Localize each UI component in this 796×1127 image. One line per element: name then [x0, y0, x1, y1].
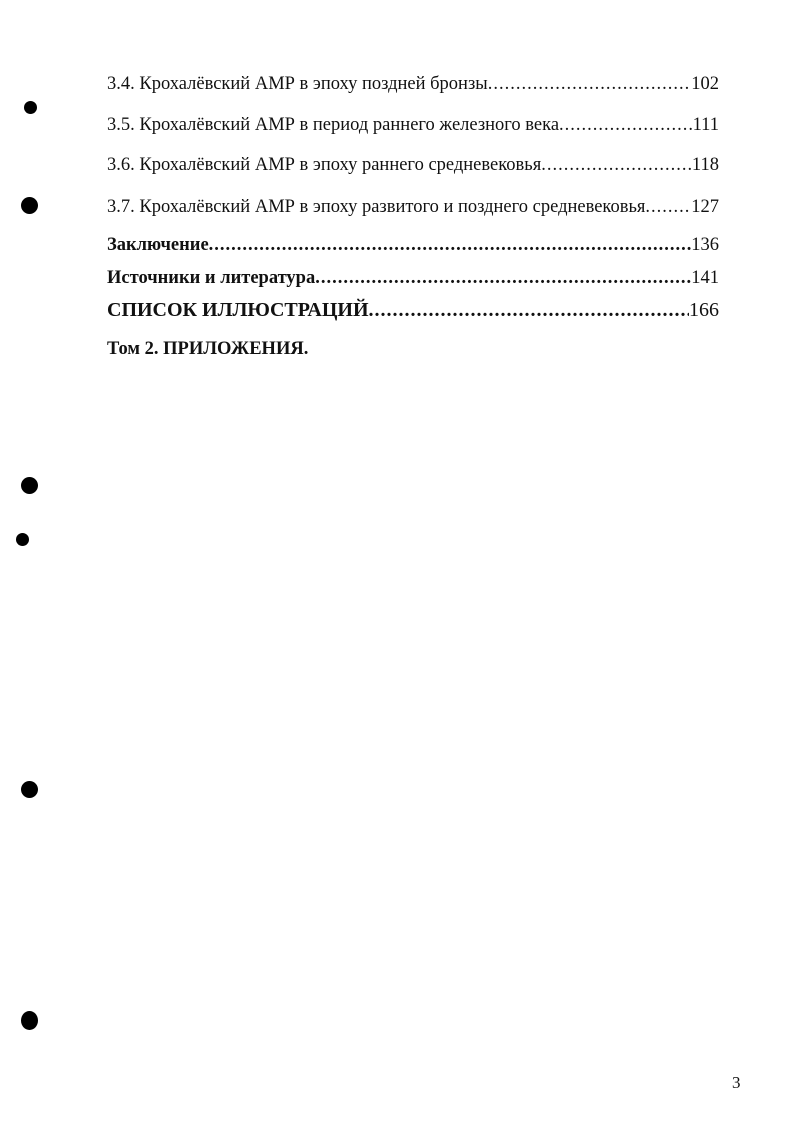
- punch-hole: [21, 1011, 38, 1030]
- page-number: 3: [732, 1073, 741, 1092]
- toc-title: Заключение: [107, 235, 209, 255]
- toc-page: 102: [691, 74, 719, 94]
- dot-leader: [209, 235, 692, 256]
- punch-hole: [21, 197, 38, 214]
- toc-page: 166: [689, 299, 719, 321]
- dot-leader: [541, 155, 692, 176]
- toc-entry: [107, 268, 719, 289]
- toc-title: 3.5. Крохалёвский АМР в период раннего железного века: [107, 115, 560, 135]
- toc-page: 118: [691, 155, 719, 175]
- toc-title: 3.6. Крохалёвский АМР в эпоху раннего средневековья: [107, 155, 542, 175]
- toc-page: 136: [691, 235, 719, 255]
- toc-title: СПИСОК ИЛЛЮСТРАЦИЙ: [107, 299, 369, 321]
- dot-leader: [488, 74, 692, 95]
- toc-title: 3.7. Крохалёвский АМР в эпоху развитого и позднего средневековья: [107, 197, 646, 217]
- dot-leader: [559, 115, 693, 136]
- dot-leader: [645, 197, 691, 218]
- toc-title: Источники и литература: [107, 268, 316, 288]
- toc-entry: [107, 197, 719, 218]
- dot-leader: [369, 299, 690, 322]
- toc-entry: [107, 299, 719, 322]
- toc-entry: [107, 235, 719, 256]
- dot-leader: [315, 268, 691, 289]
- toc-title: 3.4. Крохалёвский АМР в эпоху поздней бронзы: [107, 74, 488, 94]
- volume-title: Том 2. ПРИЛОЖЕНИЯ.: [107, 339, 309, 359]
- toc-page: 111: [692, 115, 719, 135]
- toc-page: 141: [691, 268, 719, 288]
- toc-entry: [107, 155, 719, 176]
- toc-page: 127: [691, 197, 719, 217]
- punch-hole: [24, 101, 37, 114]
- punch-hole: [16, 533, 29, 546]
- punch-hole: [21, 477, 38, 494]
- punch-hole: [21, 781, 38, 798]
- volume-2-heading: [107, 339, 719, 360]
- toc-entry: [107, 115, 719, 136]
- toc-entry: [107, 74, 719, 95]
